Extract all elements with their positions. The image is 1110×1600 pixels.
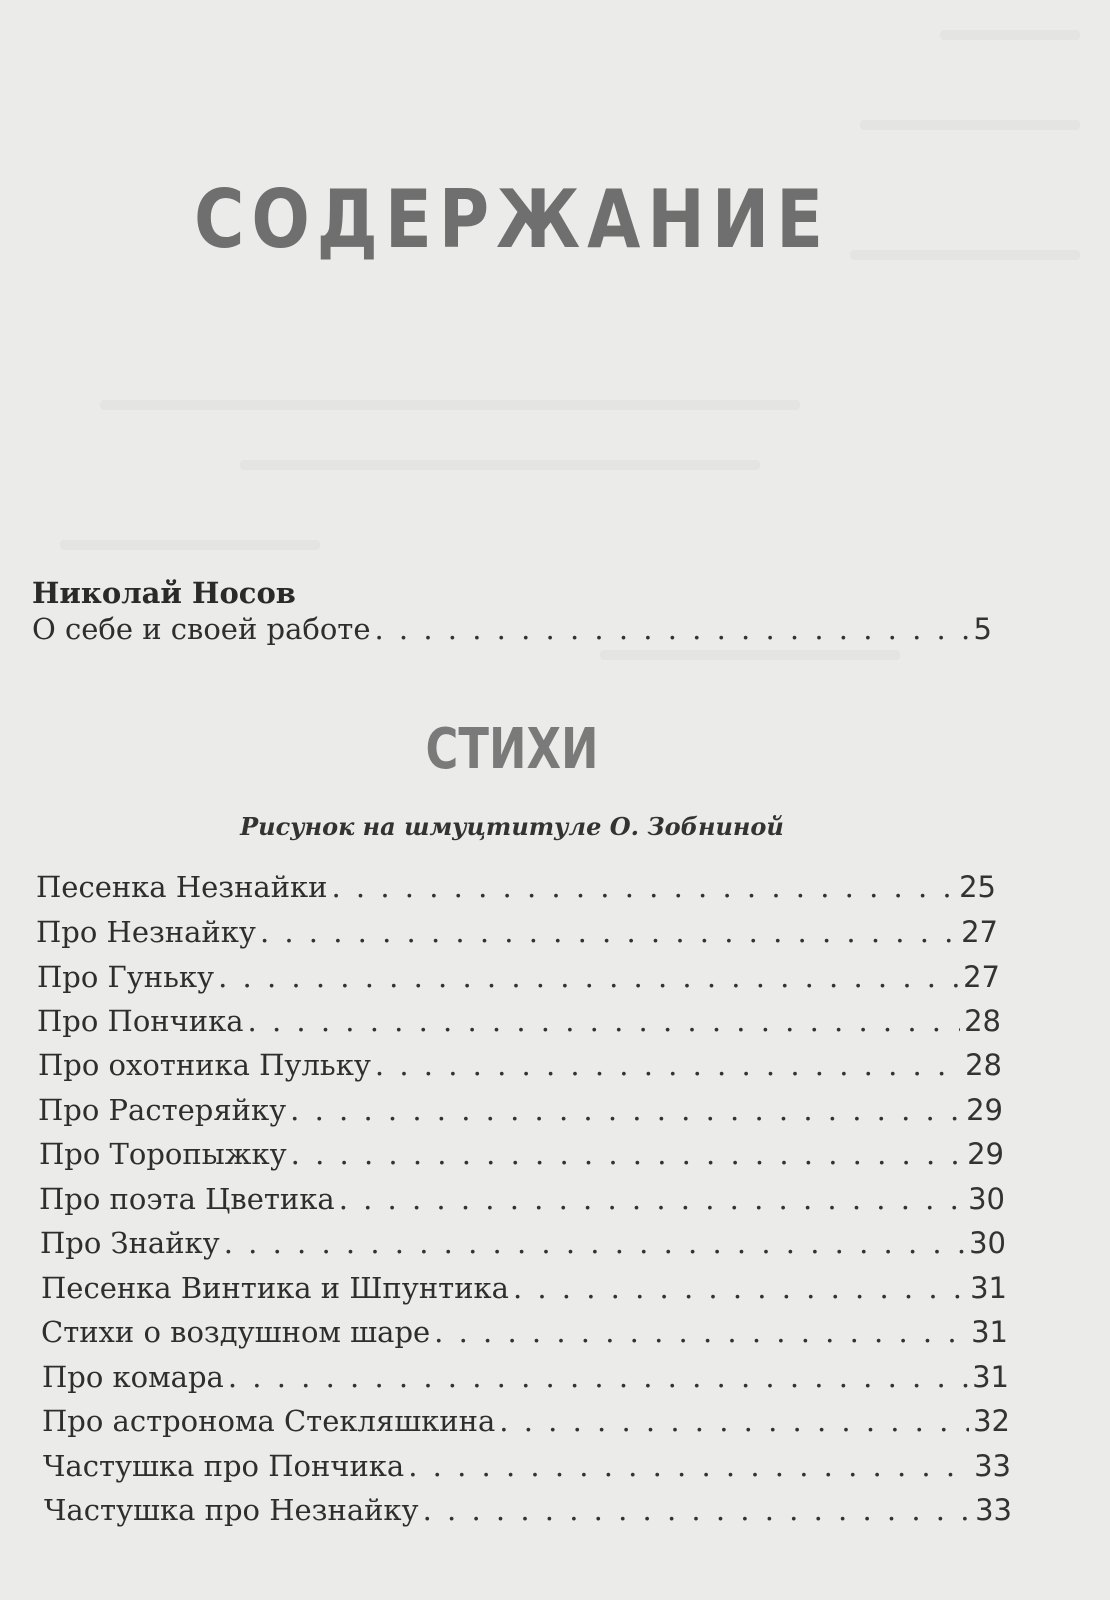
- toc-entry: [43, 1449, 1011, 1489]
- toc-entry: [42, 1404, 1010, 1444]
- toc-entry-title: Про Торопыжку: [39, 1137, 287, 1171]
- toc-entry: [42, 1360, 1009, 1400]
- toc-entry-title: Частушка про Пончика: [43, 1449, 405, 1483]
- toc-entry-page: 29: [966, 1093, 1003, 1127]
- toc-entry-title: Про Пончика: [37, 1004, 244, 1038]
- dot-leader: [513, 1271, 966, 1305]
- dot-leader: [339, 1182, 964, 1216]
- toc-entry: [37, 1004, 1001, 1044]
- dot-leader: [291, 1137, 963, 1171]
- toc-entry-page: 25: [959, 870, 996, 904]
- dot-leader: [332, 870, 956, 904]
- toc-entry-page: 31: [971, 1315, 1008, 1349]
- toc-entry-page: 30: [969, 1226, 1006, 1260]
- section-title: СТИХИ: [425, 717, 599, 782]
- dot-leader: [248, 1004, 961, 1038]
- toc-entry-page: 28: [965, 1048, 1002, 1082]
- toc-entry-page: 32: [973, 1404, 1010, 1438]
- dot-leader: [408, 1449, 970, 1483]
- toc-entry-page: 33: [974, 1449, 1011, 1483]
- bleed-through-mark: [60, 540, 320, 550]
- toc-entry-page: 28: [964, 1004, 1001, 1038]
- dot-leader: [224, 1226, 965, 1260]
- toc-entry-page: 27: [961, 915, 998, 949]
- toc-entry: [36, 870, 996, 910]
- toc-entry: [41, 1315, 1008, 1355]
- toc-entry-page: 30: [968, 1182, 1005, 1216]
- toc-entry: [41, 1271, 1007, 1311]
- toc-entry-title: Про Незнайку: [36, 915, 256, 949]
- toc-entry-title: Про астронома Стекляшкина: [42, 1404, 496, 1438]
- toc-entry-title: Про комара: [42, 1360, 224, 1394]
- toc-entry: [36, 915, 998, 955]
- toc-entry-title: Частушка про Незнайку: [44, 1493, 419, 1527]
- bleed-through-mark: [100, 400, 800, 410]
- toc-entry: [38, 1093, 1003, 1133]
- toc-entry-page: 5: [973, 612, 992, 646]
- dot-leader: [228, 1360, 968, 1394]
- toc-entry: [44, 1493, 1012, 1533]
- toc-entry-page: 31: [972, 1360, 1009, 1394]
- toc-entry-title: Про Знайку: [40, 1226, 220, 1260]
- toc-entry-page: 31: [970, 1271, 1007, 1305]
- toc-entry: [39, 1182, 1005, 1222]
- toc-entry-title: Песенка Винтика и Шпунтика: [41, 1271, 509, 1305]
- bleed-through-mark: [940, 30, 1080, 40]
- toc-entry-title: Песенка Незнайки: [36, 870, 328, 904]
- dot-leader: [290, 1093, 962, 1127]
- dot-leader: [218, 960, 959, 994]
- dot-leader: [434, 1315, 967, 1349]
- page-title: СОДЕРЖАНИЕ: [193, 173, 831, 266]
- toc-entry-title: Про поэта Цветика: [39, 1182, 335, 1216]
- bleed-through-mark: [240, 460, 760, 470]
- toc-entry-title: О себе и своей работе: [32, 612, 371, 646]
- dot-leader: [499, 1404, 969, 1438]
- toc-entry-title: Стихи о воздушном шаре: [41, 1315, 431, 1349]
- toc-entry-title: Про охотника Пульку: [38, 1048, 371, 1082]
- dot-leader: [423, 1493, 971, 1527]
- section-subtitle: Рисунок на шмуцтитуле О. Зобниной: [240, 812, 784, 841]
- toc-entry: [38, 1048, 1002, 1088]
- toc-entry-title: Про Гуньку: [37, 960, 215, 994]
- dot-leader: [260, 915, 957, 949]
- bleed-through-mark: [860, 120, 1080, 130]
- toc-entry-page: 33: [975, 1493, 1012, 1527]
- author-name: Николай Носов: [32, 576, 296, 610]
- toc-entry-page: 29: [967, 1137, 1004, 1171]
- toc-entry: [40, 1226, 1006, 1266]
- toc-entry: [32, 612, 992, 652]
- dot-leader: [375, 1048, 961, 1082]
- toc-entry: [39, 1137, 1004, 1177]
- toc-entry-page: 27: [963, 960, 1000, 994]
- dot-leader: [375, 612, 970, 646]
- toc-entry-title: Про Растеряйку: [38, 1093, 287, 1127]
- toc-entry: [37, 960, 1000, 1000]
